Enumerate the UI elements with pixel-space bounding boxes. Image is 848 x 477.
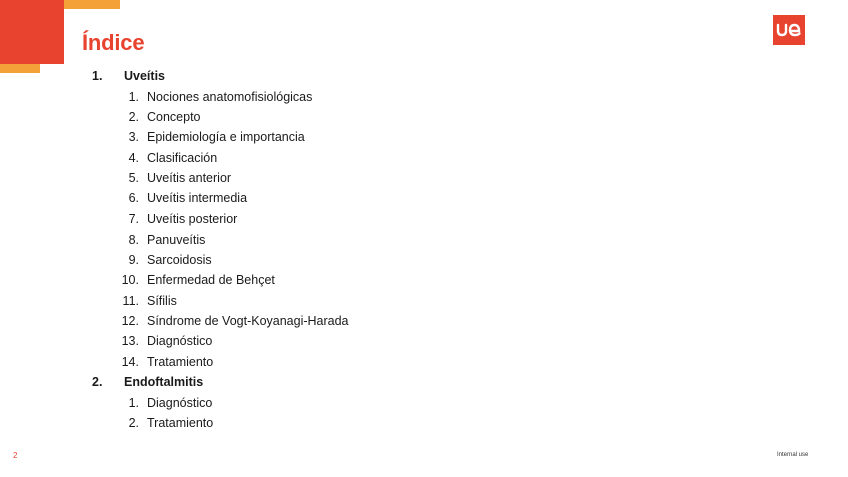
toc-item-label: Sarcoidosis (147, 253, 212, 267)
toc-item-label: Tratamiento (147, 355, 214, 369)
toc-item-label: Sífilis (147, 294, 177, 308)
toc-item-label: Nociones anatomofisiológicas (147, 90, 313, 104)
classification-label: Internal use (777, 452, 809, 458)
toc-section-label: Endoftalmitis (124, 375, 204, 389)
slide-title: Índice (82, 30, 145, 55)
toc-item-number: 5. (128, 171, 139, 185)
decorative-orange-bar-top (64, 0, 120, 9)
toc-item-number: 2. (128, 110, 139, 124)
toc-item-label: Enfermedad de Behçet (147, 273, 275, 287)
toc-item-number: 12. (121, 314, 139, 328)
toc-item-label: Uveítis anterior (147, 171, 232, 185)
toc-item-number: 10. (121, 273, 139, 287)
toc-item-number: 8. (128, 233, 139, 247)
toc-item-number: 1. (128, 90, 139, 104)
toc-item-label: Diagnóstico (147, 396, 213, 410)
toc-item-number: 13. (121, 334, 139, 348)
ue-logo (773, 15, 805, 45)
toc-item-number: 6. (128, 191, 139, 205)
toc-item-label: Uveítis posterior (147, 212, 238, 226)
toc-item-number: 7. (128, 212, 139, 226)
toc-item-number: 14. (121, 355, 139, 369)
toc-item-number: 4. (128, 151, 139, 165)
toc-item-number: 2. (128, 416, 139, 430)
toc-item-number: 11. (122, 294, 139, 308)
page-number: 2 (13, 451, 18, 460)
toc-item-number: 3. (128, 130, 139, 144)
toc-section-number: 2. (92, 375, 103, 389)
toc-item-number: 1. (128, 396, 139, 410)
toc-item-label: Epidemiología e importancia (147, 130, 305, 144)
decorative-red-block (0, 0, 64, 64)
toc-item-label: Diagnóstico (147, 334, 213, 348)
decorative-orange-bar-left (0, 64, 40, 73)
toc-item-number: 9. (128, 253, 139, 267)
toc-item-label: Clasificación (147, 151, 218, 165)
ue-logo-mark (776, 22, 802, 38)
toc-item-label: Panuveítis (147, 233, 206, 247)
toc-item-label: Síndrome de Vogt-Koyanagi-Harada (147, 314, 349, 328)
toc-section-label: Uveítis (124, 69, 165, 83)
toc-section-number: 1. (92, 69, 103, 83)
toc-item-label: Concepto (147, 110, 201, 124)
toc-item-label: Tratamiento (147, 416, 214, 430)
toc-item-label: Uveítis intermedia (147, 191, 248, 205)
